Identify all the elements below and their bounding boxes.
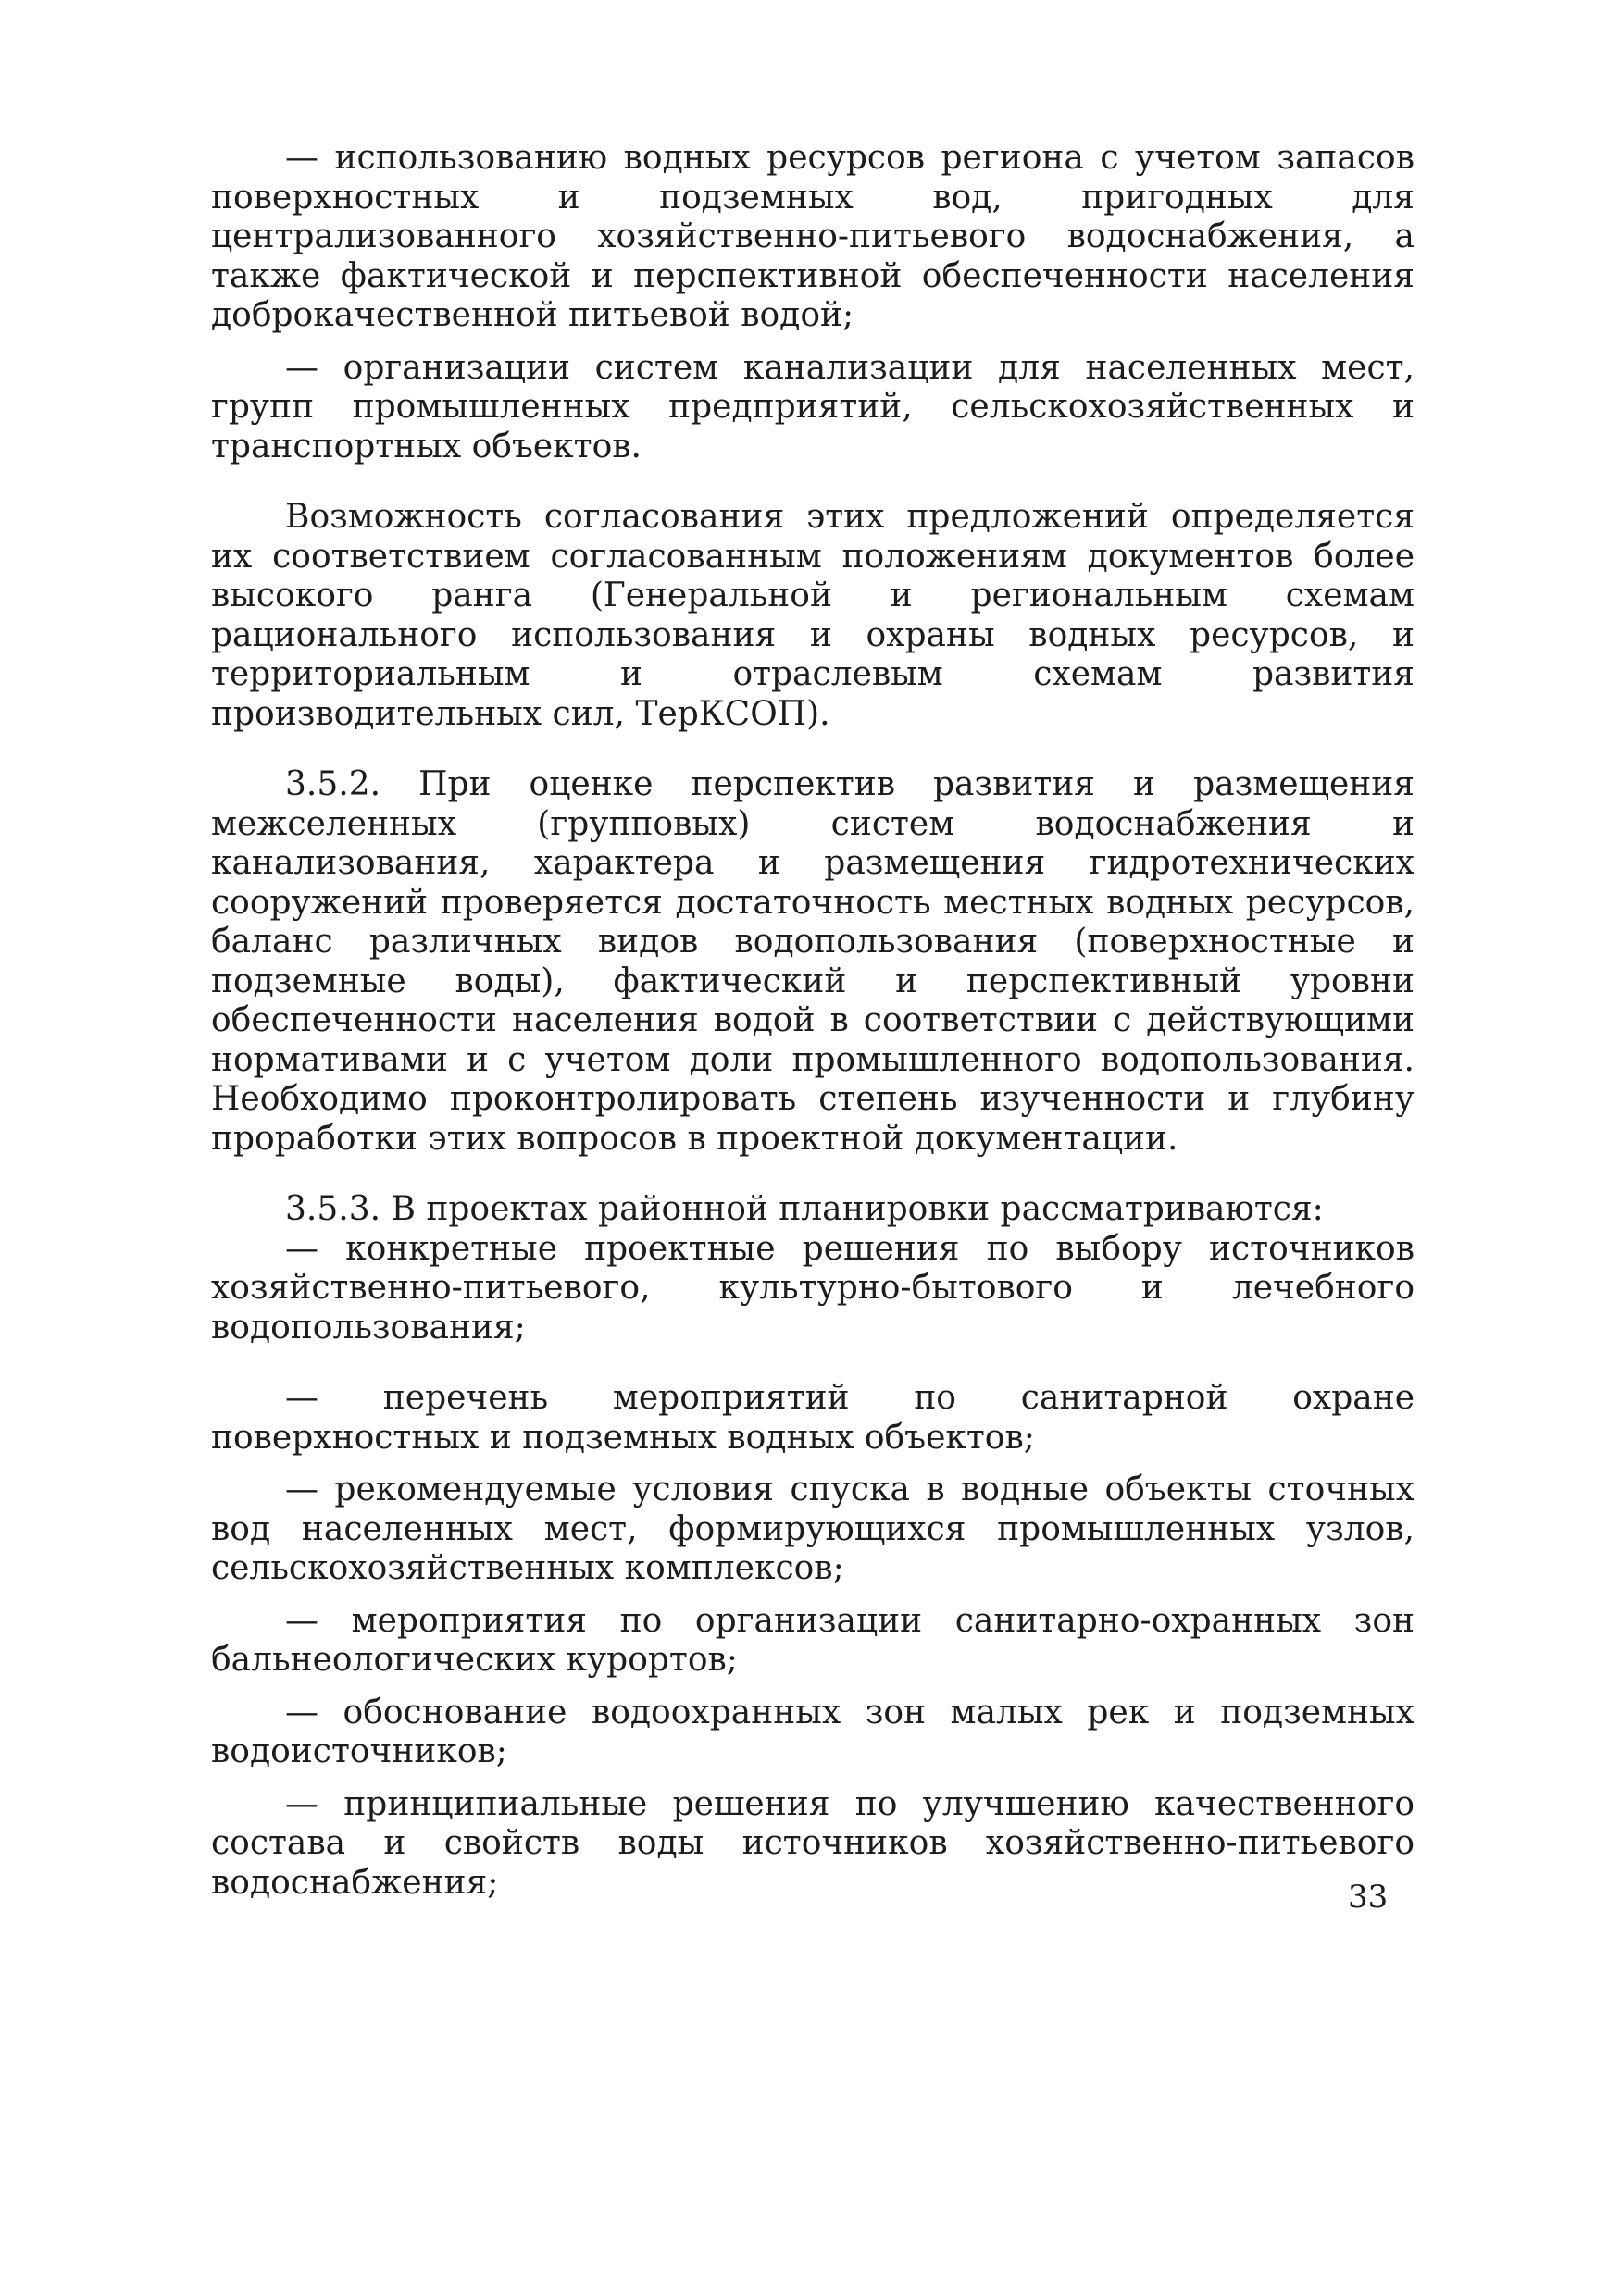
list-item-sanitary-protection: — перечень мероприятий по санитарной охране поверхностных и подземных водных объектов; bbox=[211, 1379, 1414, 1457]
list-item-resort-zones: — мероприятия по организации санитарно-охранных зон бальнеологических курортов; bbox=[211, 1601, 1414, 1679]
paragraph-section-3-5-3: 3.5.3. В проектах районной планировки рассматриваются: bbox=[285, 1190, 1324, 1228]
list-item-wastewater-discharge: — рекомендуемые условия спуска в водные объекты сточных вод населенных мест, формирующихся промышленных узлов, сельскохозяйственных комплексов; bbox=[211, 1471, 1414, 1587]
paragraph-water-resources-use: — использованию водных ресурсов региона с учетом запасов поверхностных и подземных вод, пригодных для централизованного хозяйственно-питьевого водоснабжения, а также фактической и перспективной обеспеченности населения доброкачественной питьевой водой; bbox=[211, 139, 1414, 334]
paragraph-sewerage-systems: — организации систем канализации для населенных мест, групп промышленных предприятий, сельскохозяйственных и транспортных объектов. bbox=[211, 348, 1414, 465]
list-item-water-quality: — принципиальные решения по улучшению качественного состава и свойств воды источников хозяйственно-питьевого водоснабжения; bbox=[211, 1784, 1414, 1902]
list-item-protection-zones: — обоснование водоохранных зон малых рек и подземных водоисточников; bbox=[211, 1693, 1414, 1770]
page-number: 33 bbox=[1348, 1879, 1389, 1916]
body-text bbox=[211, 139, 1414, 1916]
paragraph-coordination-possibility: Возможность согласования этих предложений определяется их соответствием согласованным положениям документов более высокого ранга (Генеральной и региональным схемам рационального использования и охраны водных ресурсов, и территориальным и отраслевым схемам развития производительных сил, ТерКСОП). bbox=[211, 498, 1414, 733]
list-item-source-selection: — конкретные проектные решения по выбору источников хозяйственно-питьевого, культурно-бытового и лечебного водопользования; bbox=[211, 1229, 1414, 1347]
paragraph-section-3-5-2: 3.5.2. При оценке перспектив развития и размещения межселенных (групповых) систем водоснабжения и канализования, характера и размещения гидротехнических сооружений проверяется достаточность местных водных ресурсов, баланс различных видов водопользования (поверхностные и подземные воды), фактический и перспективный уровни обеспеченности населения водой в соответствии с действующими нормативами и с учетом доли промышленного водопользования. Необходимо проконтролировать степень изученности и глубину проработки этих вопросов в проектной документации. bbox=[211, 765, 1414, 1158]
